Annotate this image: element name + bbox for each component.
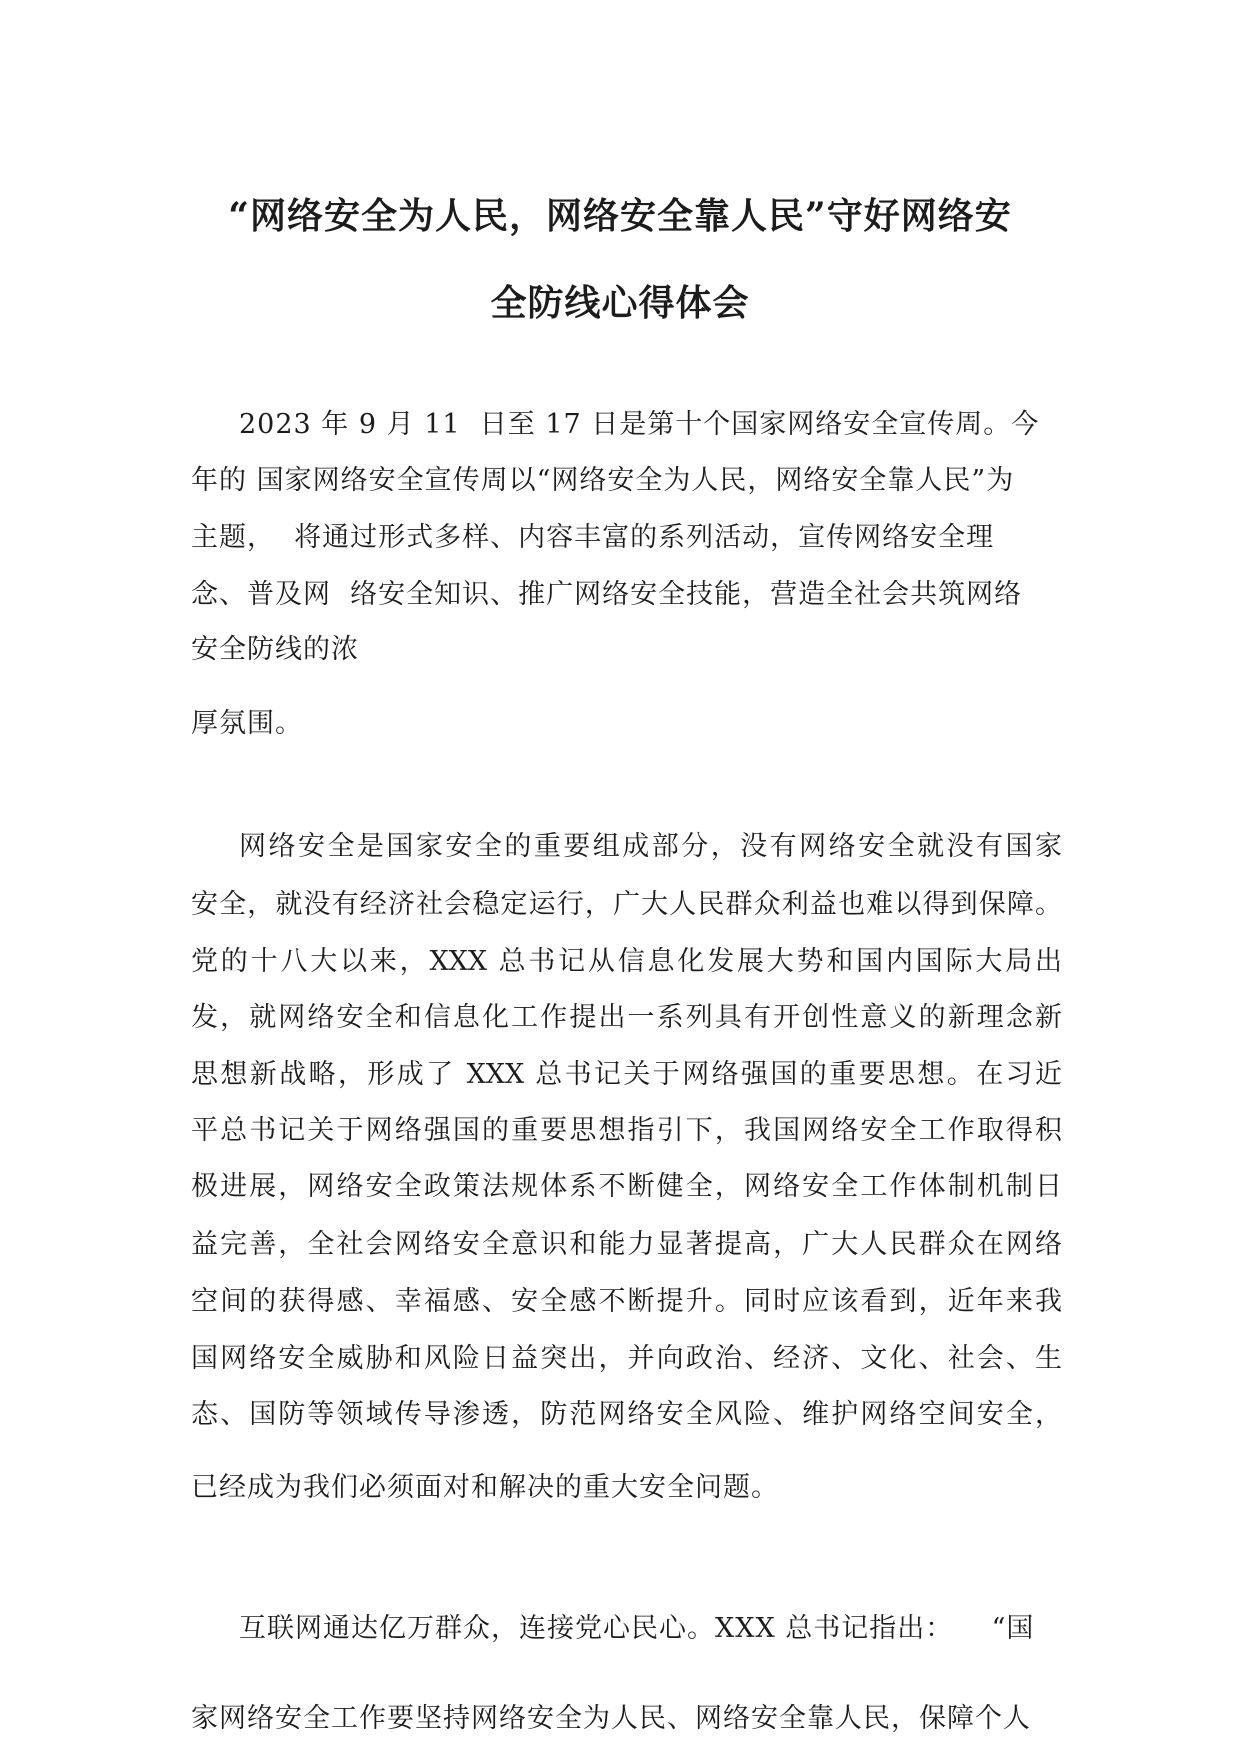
text-line: 极进展，网络安全政策法规体系不断健全，网络安全工作体制机制日 xyxy=(191,1171,1062,1202)
text-line: 态、国防等领域传导渗透，防范网络安全风险、维护网络空间安全， xyxy=(191,1399,1062,1430)
text-line: 年的 国家网络安全宣传周以“网络安全为人民，网络安全靠人民”为 xyxy=(191,465,1015,496)
text-line: 平总书记关于网络强国的重要思想指引下，我国网络安全工作取得积 xyxy=(191,1115,1062,1146)
text-line: 厚氛围。 xyxy=(191,708,303,739)
text-line: 已经成为我们必须面对和解决的重大安全问题。 xyxy=(191,1472,779,1503)
text-line: 主题， 将通过形式多样、内容丰富的系列活动，宣传网络安全理 xyxy=(191,522,995,553)
text-line: 思想新战略，形成了 XXX 总书记关于网络强国的重要思想。在习近 xyxy=(191,1059,1062,1090)
text-line: 安全防线的浓 xyxy=(191,634,359,665)
text-line: 念、普及网 络安全知识、推广网络安全技能，营造全社会共筑网络 xyxy=(191,579,1023,610)
text-line: 空间的获得感、幸福感、安全感不断提升。同时应该看到，近年来我 xyxy=(191,1286,1062,1317)
text-line: 互联网通达亿万群众，连接党心民心。XXX 总书记指出： “国 xyxy=(239,1613,1035,1644)
text-line: 网络安全是国家安全的重要组成部分，没有网络安全就没有国家 xyxy=(239,831,1062,862)
text-line: 2023 年 9 月 11 日至 17 日是第十个国家网络安全宣传周。今 xyxy=(239,409,1040,440)
title-line: “网络安全为人民，网络安全靠人民”守好网络安 xyxy=(228,195,1012,237)
text-line: 益完善，全社会网络安全意识和能力显著提高，广大人民群众在网络 xyxy=(191,1229,1062,1260)
title-line: 全防线心得体会 xyxy=(490,282,750,324)
text-line: 安全，就没有经济社会稳定运行，广大人民群众利益也难以得到保障。 xyxy=(191,889,1062,920)
text-line: 国网络安全威胁和风险日益突出，并向政治、经济、文化、社会、生 xyxy=(191,1343,1062,1374)
text-line: 家网络安全工作要坚持网络安全为人民、网络安全靠人民，保障个人 xyxy=(191,1703,1031,1734)
text-line: 发，就网络安全和信息化工作提出一系列具有开创性意义的新理念新 xyxy=(191,1002,1062,1033)
text-line: 党的十八大以来，XXX 总书记从信息化发展大势和国内国际大局出 xyxy=(191,946,1062,977)
